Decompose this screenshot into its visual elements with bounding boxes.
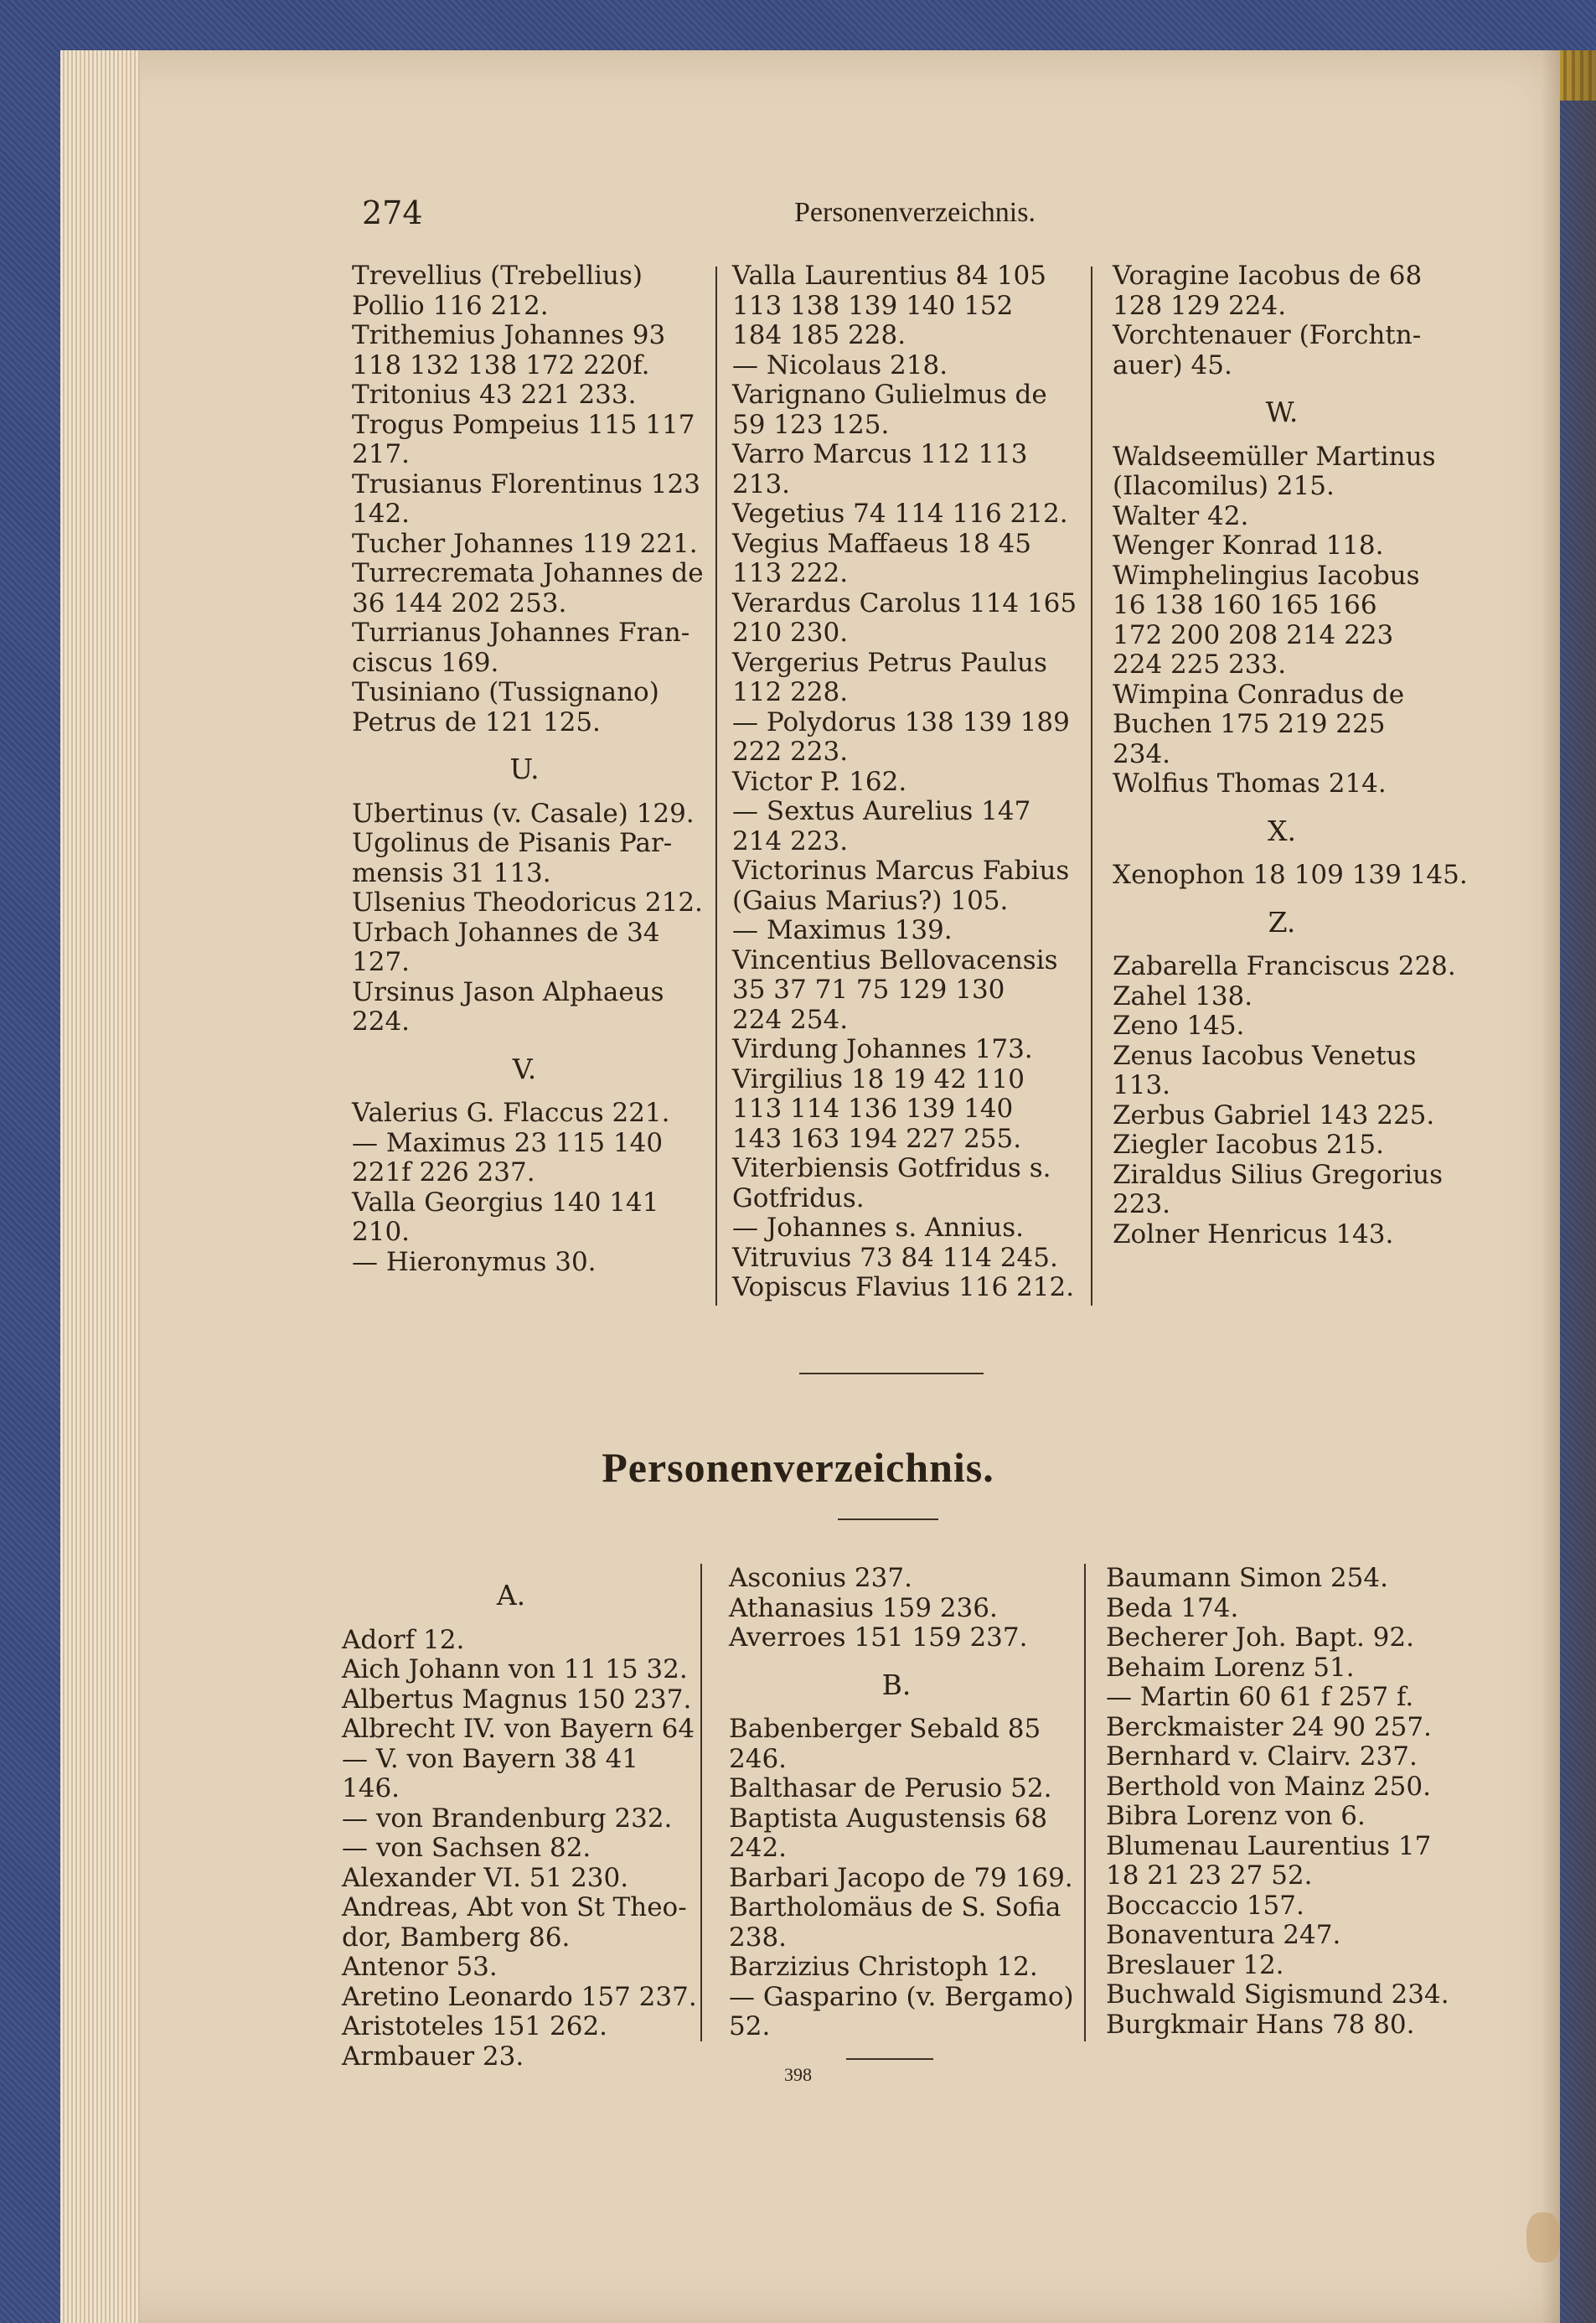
entry-line: Vincentius Bellovacensis [732, 944, 1058, 975]
entry-line: Baumann Simon 254. [1106, 1563, 1388, 1593]
entry-line: Andreas, Abt von St Theo- [342, 1892, 687, 1922]
index-entry [342, 1714, 695, 1745]
entry-line: Alexander VI. 51 230. [342, 1862, 629, 1893]
index-entry [1113, 1220, 1451, 1250]
index-entry [1113, 860, 1468, 891]
index-entry [732, 649, 1072, 708]
index-entry [1106, 1891, 1448, 1922]
index-entry [1113, 502, 1451, 532]
entry-line: — Polydorus 138 139 189 [732, 706, 1070, 737]
section-letter: V. [512, 1052, 537, 1085]
entry-line: ciscus 169. [352, 647, 499, 678]
entry-line: Urbach Johannes de 34 [352, 917, 660, 948]
entry-line: Boccaccio 157. [1106, 1890, 1304, 1921]
folio-number: 398 [784, 2064, 812, 2085]
index-entry [352, 887, 703, 918]
entry-line: Petrus de 121 125. [352, 706, 601, 737]
index-entry [732, 1154, 1072, 1213]
index-entry [342, 2012, 680, 2042]
entry-line: Asconius 237. [729, 1563, 912, 1593]
entry-line: Blumenau Laurentius 17 [1106, 1830, 1432, 1861]
index-entry [1113, 1101, 1451, 1131]
entry-line: auer) 45. [1113, 349, 1232, 380]
entry-line: 217. [352, 439, 411, 469]
lower-column-1 [342, 1564, 697, 2072]
entry-line: 213. [732, 468, 791, 499]
entry-line: Balthasar de Perusio 52. [729, 1773, 1052, 1803]
section-letter: B. [881, 1668, 912, 1701]
upper-column-1 [352, 261, 704, 1277]
entry-line: Behaim Lorenz 51. [1106, 1652, 1355, 1683]
index-entry [1106, 1653, 1448, 1684]
index-entry [342, 1953, 680, 1983]
entry-line: Beda 174. [1106, 1592, 1239, 1623]
index-entry [1113, 769, 1451, 799]
index-entry [1106, 2010, 1448, 2041]
section-title: Personenverzeichnis. [602, 1444, 994, 1491]
entry-line: 52. [729, 2011, 771, 2041]
entry-line: Vergerius Petrus Paulus [732, 647, 1047, 678]
entry-line: 242. [729, 1833, 788, 1863]
index-entry [1106, 1802, 1448, 1832]
index-entry [1113, 1011, 1451, 1042]
column-rule [1084, 1564, 1086, 2041]
entry-line: Bernhard v. Clairv. 237. [1106, 1741, 1418, 1772]
entry-line: Vegius Maffaeus 18 45 [732, 528, 1031, 559]
index-entry [732, 440, 1072, 499]
entry-line: Babenberger Sebald 85 [729, 1714, 1041, 1744]
index-entry [732, 1035, 1072, 1065]
entry-line: Valla Georgius 140 141 [352, 1187, 659, 1218]
entry-line: 210. [352, 1217, 411, 1247]
stain [1526, 2212, 1560, 2263]
entry-line: 113 114 136 139 140 [732, 1094, 1014, 1124]
section-letter: W. [1265, 396, 1299, 428]
entry-line: Ulsenius Theodoricus 212. [352, 887, 703, 918]
index-entry [1113, 261, 1451, 321]
index-entry [1106, 1564, 1448, 1594]
entry-line: Trusianus Florentinus 123 [352, 468, 700, 499]
entry-line: Buchen 175 219 225 [1113, 709, 1386, 739]
entry-line: Varignano Gulielmus de [732, 380, 1047, 410]
index-entry [732, 856, 1072, 916]
index-entry [352, 321, 697, 380]
entry-line: Aich Johann von 11 15 32. [342, 1654, 688, 1684]
entry-line: Viterbiensis Gotfridus s. [732, 1153, 1051, 1183]
index-entry [352, 829, 697, 888]
entry-line: Verardus Carolus 114 165 [732, 587, 1077, 618]
section-letter: X. [1268, 814, 1296, 847]
index-entry [342, 1981, 697, 2013]
entry-line: 59 123 125. [732, 409, 890, 440]
entry-line: 113 222. [732, 558, 849, 588]
entry-line: 224 254. [732, 1004, 849, 1035]
entry-line: Zenus Iacobus Venetus [1113, 1040, 1417, 1071]
entry-line: 223. [1113, 1189, 1171, 1219]
index-entry [732, 587, 1077, 649]
index-entry [352, 558, 704, 618]
entry-line: Breslauer 12. [1106, 1949, 1284, 1980]
entry-line: Vitruvius 73 84 114 245. [732, 1242, 1058, 1273]
entry-line: Armbauer 23. [342, 2041, 524, 2072]
section-letter: Z. [1268, 905, 1296, 939]
entry-line: — Nicolaus 218. [732, 349, 948, 380]
entry-line: Bonaventura 247. [1106, 1920, 1341, 1950]
entry-line: Turrianus Johannes Fran- [352, 618, 690, 648]
index-entry [732, 380, 1072, 440]
page-number: 274 [362, 194, 423, 231]
entry-line: 234. [1113, 738, 1171, 769]
entry-line: 246. [729, 1743, 788, 1774]
entry-line: Zerbus Gabriel 143 225. [1113, 1099, 1435, 1130]
section-letter: A. [496, 1579, 526, 1612]
entry-line: Antenor 53. [342, 1952, 498, 1982]
entry-line: Burgkmair Hans 78 80. [1106, 2009, 1415, 2040]
index-entry [352, 678, 697, 737]
entry-line: Ubertinus (v. Casale) 129. [352, 798, 695, 829]
entry-line: 112 228. [732, 677, 849, 707]
entry-line: — Maximus 23 115 140 [352, 1127, 664, 1158]
entry-line: — Maximus 139. [732, 915, 953, 945]
index-entry [342, 1834, 680, 1864]
index-entry [732, 946, 1072, 1036]
entry-line: Wimpina Conradus de [1113, 679, 1405, 710]
index-entry [1113, 1130, 1451, 1161]
index-entry [1106, 1921, 1448, 1951]
entry-line: dor, Bamberg 86. [342, 1922, 571, 1953]
index-entry [729, 1774, 1064, 1804]
entry-line: 16 138 160 165 166 [1113, 590, 1377, 620]
index-entry [1113, 680, 1451, 770]
entry-line: Barzizius Christoph 12. [729, 1952, 1038, 1982]
folio-rule [846, 2058, 933, 2060]
entry-line: Wenger Konrad 118. [1113, 530, 1384, 561]
entry-line: 113 138 139 140 152 [732, 290, 1014, 321]
entry-line: 222 223. [732, 737, 849, 767]
index-entry [1113, 561, 1451, 680]
upper-column-2 [732, 261, 1077, 1303]
entry-line: Baptista Augustensis 68 [729, 1803, 1048, 1834]
index-entry [1106, 1832, 1448, 1891]
upper-column-3 [1113, 261, 1468, 1249]
index-entry [732, 261, 1072, 351]
entry-line: Ugolinus de Pisanis Par- [352, 828, 673, 858]
entry-line: Varro Marcus 112 113 [732, 439, 1028, 469]
entry-line: Vegetius 74 114 116 212. [732, 499, 1068, 529]
entry-line: 143 163 194 227 255. [732, 1123, 1022, 1154]
entry-line: Becherer Joh. Bapt. 92. [1106, 1622, 1414, 1653]
index-entry [352, 618, 697, 678]
entry-line: Pollio 116 212. [352, 290, 549, 321]
entry-line: Albrecht IV. von Bayern 64 [342, 1714, 695, 1744]
index-entry [1106, 1951, 1448, 1981]
entry-line: — Johannes s. Annius. [732, 1213, 1025, 1243]
entry-line: Zeno 145. [1113, 1011, 1245, 1041]
entry-line: (Gaius Marius?) 105. [732, 885, 1009, 916]
entry-line: Valerius G. Flaccus 221. [352, 1098, 670, 1128]
gutter-shadow [1542, 50, 1596, 2323]
entry-line: Zahel 138. [1113, 980, 1253, 1011]
index-entry [342, 1654, 688, 1685]
index-entry [732, 1213, 1072, 1244]
entry-line: (Ilacomilus) 215. [1113, 471, 1335, 501]
entry-line: 18 21 23 27 52. [1106, 1860, 1313, 1891]
entry-line: Trevellius (Trebellius) [352, 261, 643, 291]
index-entry [342, 1626, 680, 1656]
entry-line: 214 223. [732, 825, 849, 856]
index-entry [1106, 1594, 1448, 1624]
index-entry [352, 799, 697, 830]
index-entry [352, 1248, 697, 1278]
entry-line: Berthold von Mainz 250. [1106, 1771, 1431, 1802]
column-rule [700, 1564, 702, 2041]
entry-line: 172 200 208 214 223 [1113, 619, 1394, 650]
index-entry [352, 411, 697, 470]
column-rule [1091, 266, 1092, 1306]
index-entry [729, 1594, 1064, 1624]
entry-line: 36 144 202 253. [352, 587, 567, 618]
entry-line: Vorchtenauer (Forchtn- [1113, 320, 1422, 350]
entry-line: Wimphelingius Iacobus [1113, 560, 1420, 591]
entry-line: Tusiniano (Tussignano) [352, 677, 659, 707]
entry-line: Xenophon 18 109 139 145. [1113, 860, 1468, 890]
title-underline [838, 1518, 938, 1520]
index-entry [1106, 1980, 1448, 2010]
entry-line: 146. [342, 1773, 400, 1803]
index-entry [1113, 951, 1456, 982]
running-head: Personenverzeichnis. [794, 197, 1036, 228]
index-entry [729, 1564, 1064, 1594]
index-entry [342, 1864, 680, 1894]
entry-line: Ziegler Iacobus 215. [1113, 1130, 1384, 1160]
entry-line: Waldseemüller Martinus [1113, 441, 1436, 472]
entry-line: — Sextus Aurelius 147 [732, 796, 1031, 826]
entry-line: Trogus Pompeius 115 117 [352, 409, 695, 440]
index-entry [352, 468, 700, 530]
entry-line: Ziraldus Silius Gregorius [1113, 1159, 1443, 1190]
index-entry [732, 768, 1072, 798]
lower-column-2 [729, 1563, 1074, 2042]
entry-line: Trithemius Johannes 93 [352, 320, 666, 350]
index-entry [732, 708, 1072, 768]
index-entry [1113, 531, 1451, 561]
index-entry [1106, 1713, 1448, 1743]
index-entry [352, 1188, 697, 1248]
entry-line: Tucher Johannes 119 221. [352, 528, 698, 559]
entry-line: 35 37 71 75 129 130 [732, 975, 1005, 1005]
index-entry [352, 978, 697, 1037]
entry-line: Tritonius 43 221 233. [352, 380, 637, 410]
entry-line: Bibra Lorenz von 6. [1106, 1801, 1366, 1831]
entry-line: 118 132 138 172 220f. [352, 349, 650, 380]
index-entry [732, 499, 1072, 530]
entry-line: 142. [352, 499, 411, 529]
index-entry [732, 1065, 1072, 1155]
entry-line: Athanasius 159 236. [729, 1592, 998, 1623]
entry-line: Barbari Jacopo de 79 169. [729, 1862, 1073, 1893]
entry-line: Zabarella Franciscus 228. [1113, 951, 1456, 981]
index-entry [342, 1804, 680, 1834]
index-entry [1113, 1161, 1451, 1220]
entry-line: — Gasparino (v. Bergamo) [729, 1981, 1074, 2012]
index-entry [729, 1804, 1064, 1864]
index-entry [729, 1981, 1074, 2042]
entry-line: Berckmaister 24 90 257. [1106, 1711, 1432, 1742]
entry-line: Valla Laurentius 84 105 [732, 261, 1046, 291]
index-entry [729, 1623, 1064, 1653]
index-entry [352, 1129, 697, 1188]
entry-line: Turrecremata Johannes de [352, 558, 704, 588]
entry-line: — von Sachsen 82. [342, 1833, 591, 1863]
entry-line: Virgilius 18 19 42 110 [732, 1063, 1025, 1094]
entry-line: Walter 42. [1113, 500, 1249, 531]
entry-line: Bartholomäus de S. Sofia [729, 1892, 1061, 1922]
entry-line: 128 129 224. [1113, 290, 1287, 321]
entry-line: Gotfridus. [732, 1182, 865, 1213]
entry-line: 224 225 233. [1113, 649, 1287, 680]
index-entry [1106, 1772, 1448, 1803]
lower-column-3 [1106, 1564, 1448, 2040]
index-entry [352, 918, 697, 978]
index-entry [729, 1893, 1064, 1953]
index-entry [732, 530, 1072, 589]
entry-line: Vopiscus Flavius 116 212. [732, 1272, 1075, 1302]
entry-line: 184 185 228. [732, 320, 906, 350]
index-entry [1113, 321, 1451, 380]
entry-line: — V. von Bayern 38 41 [342, 1743, 639, 1774]
entry-line: 113. [1113, 1070, 1171, 1100]
entry-line: — Martin 60 61 f 257 f. [1106, 1682, 1414, 1712]
index-entry [732, 1272, 1075, 1303]
index-entry [729, 1715, 1064, 1774]
entry-line: 238. [729, 1922, 788, 1953]
page-edges [60, 50, 140, 2323]
index-entry [1113, 982, 1451, 1012]
entry-line: 221f 226 237. [352, 1157, 535, 1187]
entry-line: 127. [352, 947, 411, 977]
entry-line: Ursinus Jason Alphaeus [352, 976, 664, 1007]
index-entry [352, 530, 697, 560]
entry-line: Averroes 151 159 237. [729, 1622, 1028, 1653]
index-entry [1106, 1742, 1448, 1772]
entry-line: Buchwald Sigismund 234. [1106, 1979, 1449, 2010]
index-entry [732, 351, 1072, 381]
index-entry [342, 1745, 680, 1804]
index-entry [729, 1953, 1064, 1983]
index-entry [732, 797, 1072, 856]
column-rule [715, 266, 717, 1306]
entry-line: Wolfius Thomas 214. [1113, 768, 1387, 799]
entry-line: Victor P. 162. [732, 766, 907, 797]
section-letter: U. [509, 753, 540, 785]
index-entry [352, 380, 697, 411]
entry-line: mensis 31 113. [352, 857, 551, 888]
entry-line: — Hieronymus 30. [352, 1246, 597, 1277]
index-entry [732, 1244, 1072, 1274]
entry-line: — von Brandenburg 232. [342, 1803, 673, 1834]
index-entry [729, 1862, 1073, 1894]
entry-line: Zolner Henricus 143. [1113, 1218, 1394, 1249]
entry-line: 224. [352, 1006, 411, 1037]
section-divider [799, 1373, 984, 1374]
index-entry [1106, 1683, 1448, 1713]
entry-line: Aretino Leonardo 157 237. [342, 1981, 697, 2012]
index-entry [352, 261, 697, 321]
index-entry [732, 916, 1072, 946]
entry-line: Adorf 12. [342, 1624, 465, 1655]
entry-line: Albertus Magnus 150 237. [342, 1684, 692, 1715]
index-entry [342, 1684, 692, 1715]
entry-line: Voragine Iacobus de 68 [1113, 261, 1423, 291]
entry-line: 210 230. [732, 618, 849, 648]
entry-line: Aristoteles 151 262. [342, 2011, 608, 2041]
index-entry [342, 1892, 687, 1953]
index-entry [352, 1099, 697, 1129]
entry-line: Virdung Johannes 173. [732, 1034, 1033, 1064]
index-entry [1113, 1042, 1451, 1101]
entry-line: Victorinus Marcus Fabius [732, 856, 1070, 886]
index-entry [1113, 442, 1451, 502]
index-entry [1106, 1623, 1448, 1653]
